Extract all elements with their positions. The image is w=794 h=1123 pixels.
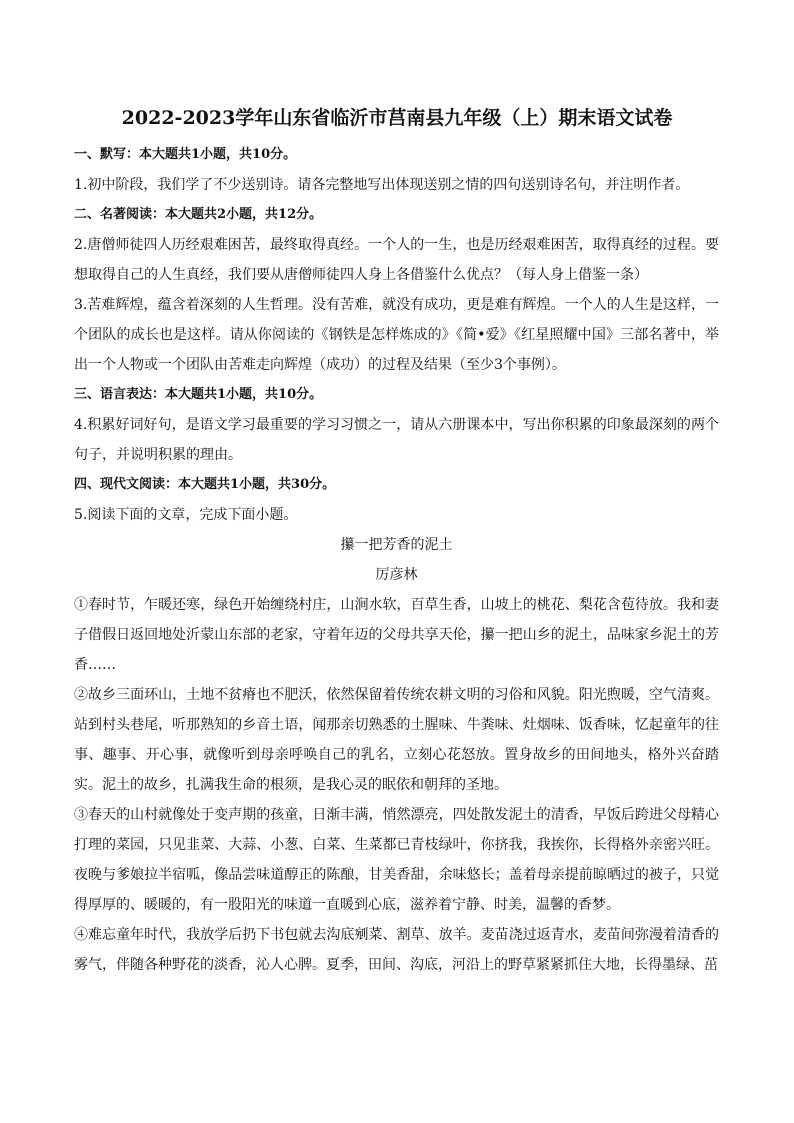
paragraph: ③春天的山村就像处于变声期的孩童，日渐丰满，悄然漂亮，四处散发泥土的清香，早饭后跨进父母精心打理的菜园，只见韭菜、大蒜、小葱、白菜、生菜都已青枝绿叶，你挤我，我挨你，长得格外亲密兴旺。夜晚与爹娘拉半宿呱，像品尝味道醇正的陈酿，甘美香甜，余味悠长；盖着母亲提前晾晒过的被子，只觉得厚厚的、暖暖的，有一股阳光的味道一直暖到心底，滋养着宁静、时美，温馨的香梦。 — [74, 807, 719, 913]
document-body — [74, 140, 719, 980]
paragraph: ④难忘童年时代，我放学后扔下书包就去沟底剜菜、割草、放羊。麦苗浇过返青水，麦苗间弥漫着清香的雾气，伴随各种野花的淡香，沁人心脾。夏季，田间、沟底，河沿上的野草紧紧抓住大地，长得墨绿、茁 — [74, 927, 719, 973]
paragraph: 4.积累好词好句，是语文学习最重要的学习习惯之一，请从六册课本中，写出你积累的印象最深刻的两个句子，并说明积累的理由。 — [74, 417, 719, 463]
section-heading: 二、名著阅读：本大题共2小题，共12分。 — [74, 207, 323, 222]
paragraph: 2.唐僧师徒四人历经艰难困苦，最终取得真经。一个人的一生，也是历经艰难困苦，取得真经的过程。要想取得自己的人生真经，我们要从唐僧师徒四人身上各借鉴什么优点？（每人身上借鉴一条） — [74, 237, 719, 283]
paragraph: 3.苦难辉煌，蕴含着深刻的人生哲理。没有苦难，就没有成功，更是难有辉煌。一个人的人生是这样，一个团队的成长也是这样。请从你阅读的《钢铁是怎样炼成的》《简•爱》《红星照耀中国》三部名著中，举出一个人物或一个团队由苦难走向辉煌（成功）的过程及结果（至少3个事例）。 — [74, 297, 719, 373]
article-heading: 厉彦林 — [375, 567, 418, 583]
paragraph: 1.初中阶段，我们学了不少送别诗。请各完整地写出体现送别之情的四句送别诗名句，并注明作者。 — [74, 177, 690, 193]
section-heading: 四、现代文阅读：本大题共1小题，共30分。 — [74, 477, 336, 492]
page-title: 2022-2023学年山东省临沂市莒南县九年级（上）期末语文试卷 — [121, 107, 673, 129]
paragraph: 5.阅读下面的文章，完成下面小题。 — [74, 507, 298, 523]
section-heading: 三、语言表达：本大题共1小题，共10分。 — [74, 387, 323, 402]
paragraph: ②故乡三面环山，土地不贫瘠也不肥沃，依然保留着传统农耕文明的习俗和风貌。阳光煦暖，空气清爽。站到村头巷尾，听那熟知的乡音土语，闻那亲切熟悉的土腥味、牛粪味、灶烟味、饭香味，忆起童年的往事、趣事、开心事，就像听到母亲呼唤自己的乳名，立刻心花怒放。置身故乡的田间地头，格外兴奋踏实。泥土的故乡，扎满我生命的根须，是我心灵的眠依和朝拜的圣地。 — [74, 687, 719, 793]
section-heading: 一、默写：本大题共1小题，共10分。 — [74, 147, 297, 162]
paragraph: ①春时节，乍暖还寒，绿色开始缠绕村庄，山涧水软，百草生香，山坡上的桃花、梨花含苞待放。我和妻子借假日返回地处沂蒙山东部的老家，守着年迈的父母共享天伦，攥一把山乡的泥土，品味家乡泥土的芳香…… — [74, 597, 719, 673]
article-heading: 攥一把芳香的泥土 — [340, 537, 453, 553]
